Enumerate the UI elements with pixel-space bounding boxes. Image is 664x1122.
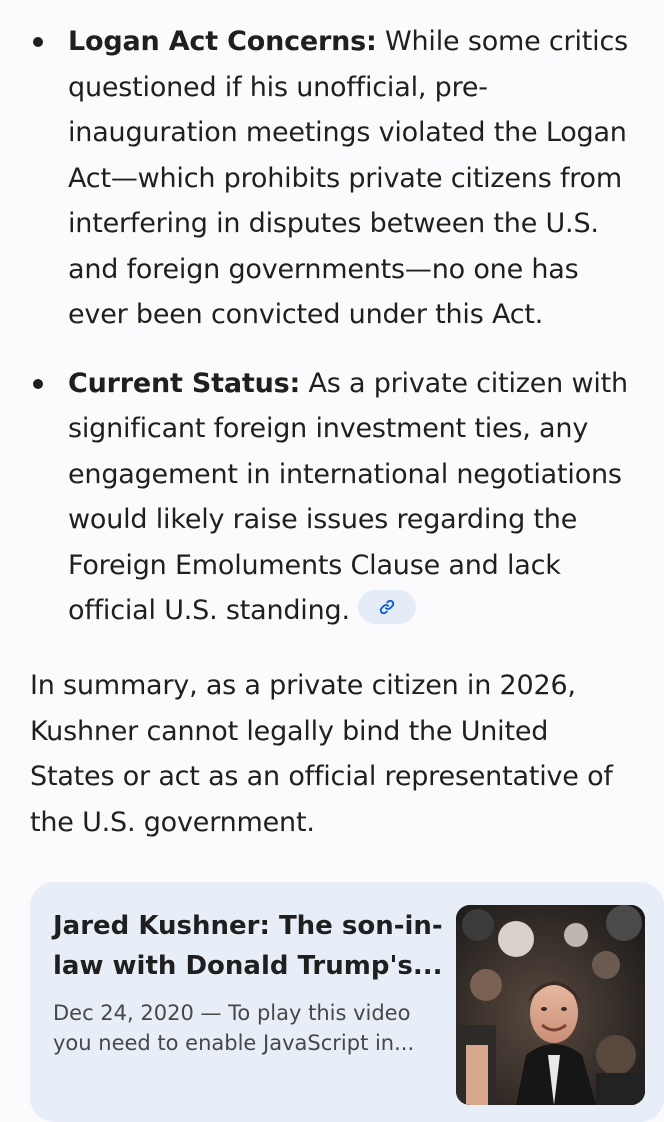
bullet-dot bbox=[33, 379, 43, 389]
list-item bbox=[0, 361, 664, 634]
bullet-list bbox=[0, 19, 664, 634]
bullet-text: While some critics questioned if his unofficial, pre-inauguration meetings violated the Logan Act—which prohibits private citizens from interfering in disputes between the U.S. and foreign governments—no one has ever been convicted under this Act. bbox=[68, 26, 628, 330]
bullet-label: Logan Act Concerns: bbox=[68, 26, 377, 57]
summary-paragraph: In summary, as a private citizen in 2026, Kushner cannot legally bind the United States or act as an official representative of the U.S. government. bbox=[30, 670, 613, 838]
source-card[interactable] bbox=[30, 882, 664, 1122]
link-icon bbox=[378, 598, 396, 616]
list-item bbox=[0, 19, 664, 338]
thumbnail-photo bbox=[456, 905, 645, 1105]
source-card-title[interactable]: Jared Kushner: The son-in-law with Donald Trump's... bbox=[53, 911, 443, 981]
bullet-label: Current Status: bbox=[68, 367, 301, 399]
bullet-dot bbox=[33, 37, 43, 47]
source-card-thumbnail[interactable] bbox=[456, 905, 645, 1105]
source-card-snippet: Dec 24, 2020 — To play this video you need to enable JavaScript in... bbox=[53, 1001, 415, 1055]
source-link-chip[interactable] bbox=[358, 590, 416, 624]
bullet-text: As a private citizen with significant foreign investment ties, any engagement in international negotiations would likely raise issues regarding the Foreign Emoluments Clause and lack official U.S. standing. bbox=[68, 367, 628, 626]
